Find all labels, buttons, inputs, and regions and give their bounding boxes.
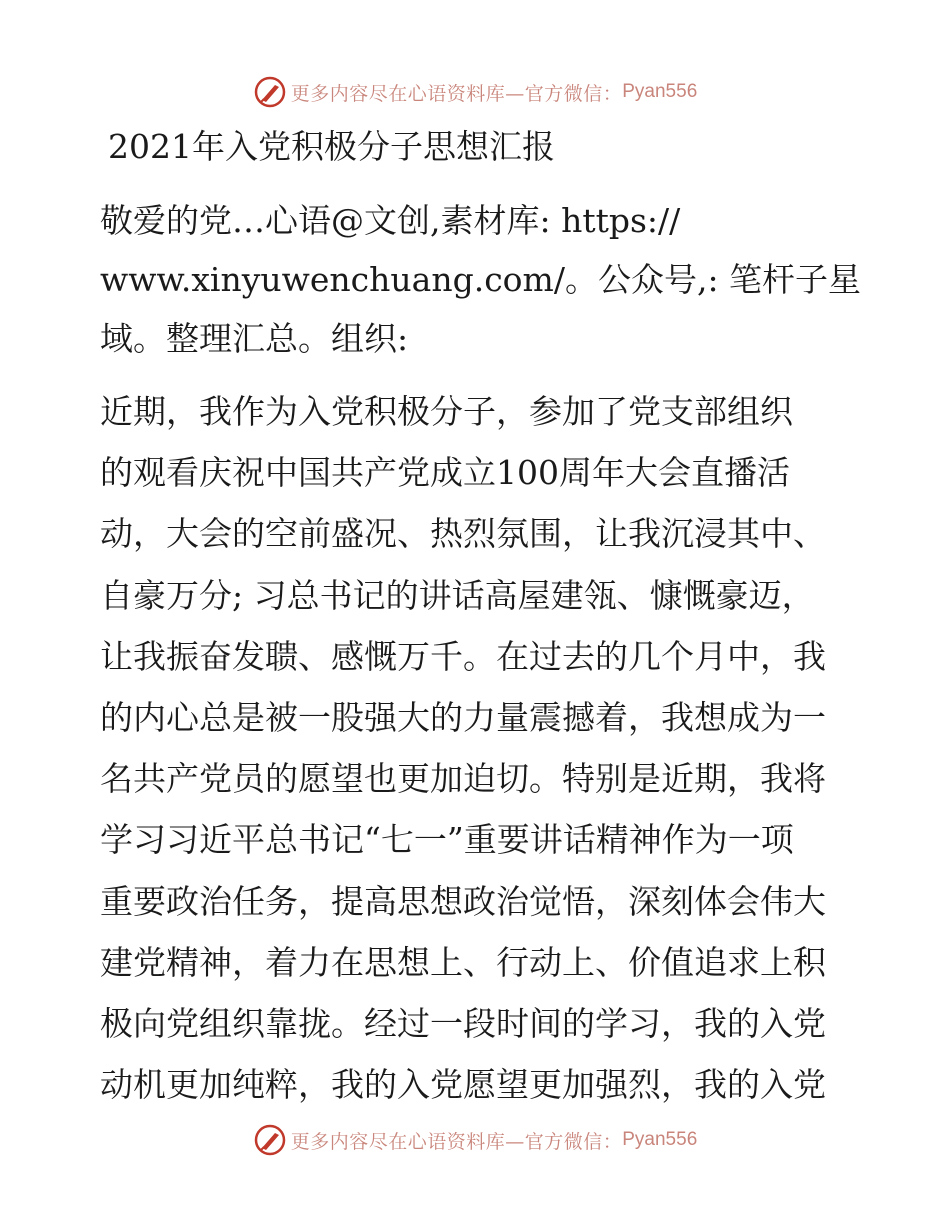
text-line: 名共产党员的愿望也更加迫切。特别是近期，我将 xyxy=(100,759,826,799)
quill-pen-logo-icon xyxy=(253,1123,287,1157)
text-line: 的内心总是被一股强大的力量震撼着，我想成为一 xyxy=(100,697,826,737)
text-line: 重要政治任务，提高思想政治觉悟，深刻体会伟大 xyxy=(100,881,826,921)
text-line: 动机更加纯粹，我的入党愿望更加强烈，我的入党 xyxy=(100,1065,826,1105)
quill-pen-logo-icon xyxy=(253,75,287,109)
text-line: 动，大会的空前盛况、热烈氛围，让我沉浸其中、 xyxy=(100,514,826,554)
intro-paragraph xyxy=(100,191,860,368)
text-line: 近期，我作为入党积极分子，参加了党支部组织 xyxy=(100,392,793,431)
watermark-text: 更多内容尽在心语资料库—官方微信： xyxy=(290,1130,623,1153)
text-line: 学习习近平总书记“七一”重要讲话精神作为一项 xyxy=(100,820,794,860)
text-line: 域。整理汇总。组织: xyxy=(100,319,409,358)
text-line: 的观看庆祝中国共产党成立100周年大会直播活 xyxy=(100,453,790,493)
document-title: 2021年入党积极分子思想汇报 xyxy=(108,127,555,166)
watermark-text: 更多内容尽在心语资料库—官方微信： xyxy=(290,82,623,105)
watermark-contact: Pyan556 xyxy=(622,81,698,102)
text-line: 自豪万分; 习总书记的讲话高屋建瓴、慷慨豪迈， xyxy=(100,575,815,615)
text-line: 让我振奋发聩、感慨万千。在过去的几个月中，我 xyxy=(100,636,826,676)
text-line: 敬爱的党…心语@文创,素材库: https:// xyxy=(100,201,681,240)
body-paragraph xyxy=(100,381,860,1115)
text-line: www.xinyuwenchuang.com/。公众号,: 笔杆子星 xyxy=(100,260,862,299)
header-watermark-banner xyxy=(0,72,950,112)
text-line: 极向党组织靠拢。经过一段时间的学习，我的入党 xyxy=(100,1003,826,1043)
footer-watermark-banner xyxy=(0,1120,950,1160)
watermark-contact: Pyan556 xyxy=(622,1129,698,1150)
text-line: 建党精神，着力在思想上、行动上、价值追求上积 xyxy=(100,942,826,982)
